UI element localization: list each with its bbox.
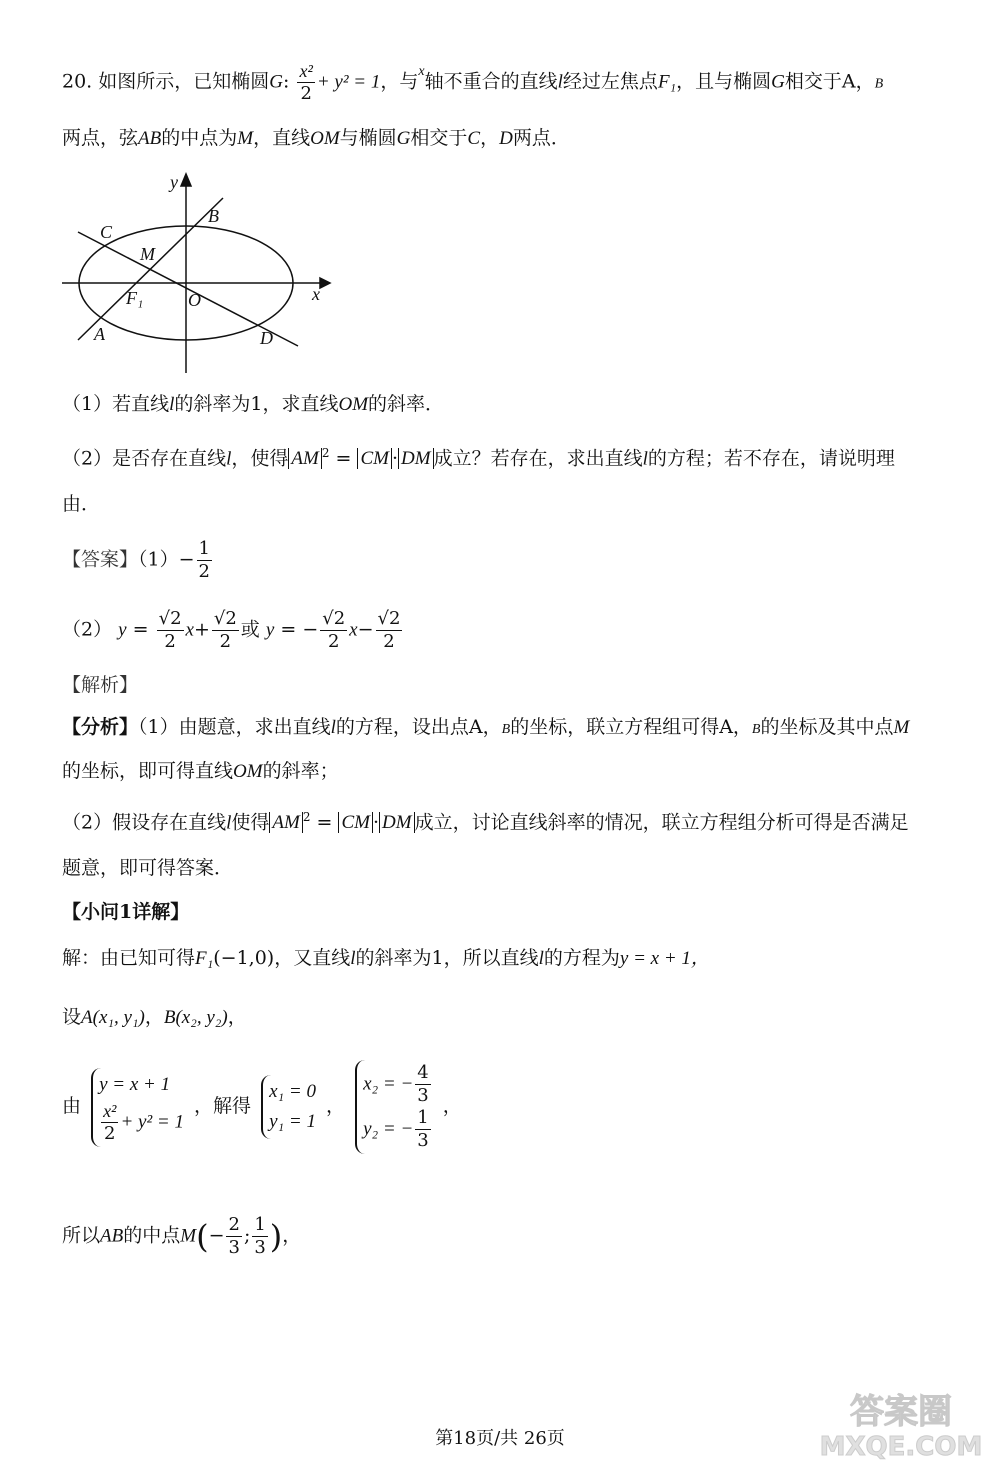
answer-2: （2） y = $\frac{√2}{2}$ x+ $\frac{√2}{2}$ 或 y = − $\frac{√2}{2}$ x− $\frac{√2}{2}$ (62, 608, 401, 652)
point-f1-label: F₁ (126, 288, 144, 308)
analysis-1: 【分析】（1）由题意，求出直线l的方程，设出点A，B的坐标，联立方程组可得A，B的坐标及其中点M (62, 716, 910, 738)
detail-step-2: 设A(x₁, y₁)，B(x₂, y₂)， (62, 1006, 247, 1028)
detail-step-4: 所以AB的中点M(− $\frac{2}{3}$ ; $\frac{1}{3}$ )， (62, 1214, 302, 1258)
question-2: （2）是否存在直线l，使得 AM $^2$ = CM · DM 成立？若存在，求出直线l的方程；若不存在，请说明理 (62, 446, 895, 470)
ellipse-diagram (58, 168, 338, 378)
x-axis-label: x (312, 284, 320, 304)
problem-number: 20. (62, 70, 93, 93)
analysis-2-cont: 题意，即可得答案． (62, 857, 234, 879)
system-3: x₂ = − $\frac{4}{3}$ y₂ = − $\frac{1}{3}$ (355, 1060, 433, 1154)
point-d-label: D (260, 328, 273, 348)
problem-line-2: 两点，弦AB的中点为M，直线OM与椭圆G相交于C，D两点． (62, 127, 570, 149)
question-2-cont: 由． (62, 493, 101, 515)
y-axis-label: y (170, 172, 178, 192)
y-axis-arrow (181, 174, 191, 186)
detail-step-1: 解：由已知可得F₁(−1,0)，又直线l的斜率为1，所以直线l的方程为y = x + 1， (62, 947, 710, 969)
watermark-logo (816, 1383, 986, 1461)
point-m-label: M (140, 244, 155, 264)
svg-text:MXQE.COM: MXQE.COM (819, 1432, 983, 1461)
analysis-tag: 【解析】 (62, 674, 139, 696)
problem-line-1: 20. 如图所示，已知椭圆G: $\frac{\text{x²}}{2}$ + y² = 1，与$^x$轴不重合的直线l经过左焦点F₁，且与椭圆G相交于A，B (62, 61, 884, 104)
analysis-1-cont: 的坐标，即可得直线OM的斜率； (62, 760, 339, 782)
detail-tag: 【小问1详解】 (62, 901, 190, 923)
answer-tag: 【答案】 (62, 548, 139, 571)
analysis-2: （2）假设存在直线l使得 AM $^2$ = CM · DM 成立，讨论直线斜率的情况，联立方程组分析可得是否满足 (62, 810, 909, 834)
answer-1: 【答案】（1）− $\frac{1}{2}$ (62, 538, 210, 582)
x-axis-arrow (320, 278, 330, 288)
svg-text:答案圈: 答案圈 (850, 1392, 952, 1432)
page-footer: 第18页/共 26页 (435, 1428, 565, 1449)
point-a-label: A (94, 324, 105, 344)
question-1: （1）若直线l的斜率为1，求直线OM的斜率． (62, 393, 445, 415)
system-2: x₁ = 0 y₁ = 1 (261, 1075, 316, 1139)
ellipse-fraction: $\frac{\text{x²}}{2}$ (299, 61, 313, 104)
point-o-label: O (188, 290, 201, 310)
detail-step-3: 由 y = x + 1 $\frac{\text{x²}}{2}$ + y² = 1 ，解得 x₁ = 0 y₁ = 1 ， x₂ = − $\frac{4}{3}$ y₂ = − $\frac{1}{3}$ ， (62, 1060, 462, 1154)
system-1: y = x + 1 $\frac{\text{x²}}{2}$ + y² = 1 (91, 1068, 184, 1147)
point-c-label: C (100, 222, 113, 242)
point-b-label: B (208, 206, 219, 226)
